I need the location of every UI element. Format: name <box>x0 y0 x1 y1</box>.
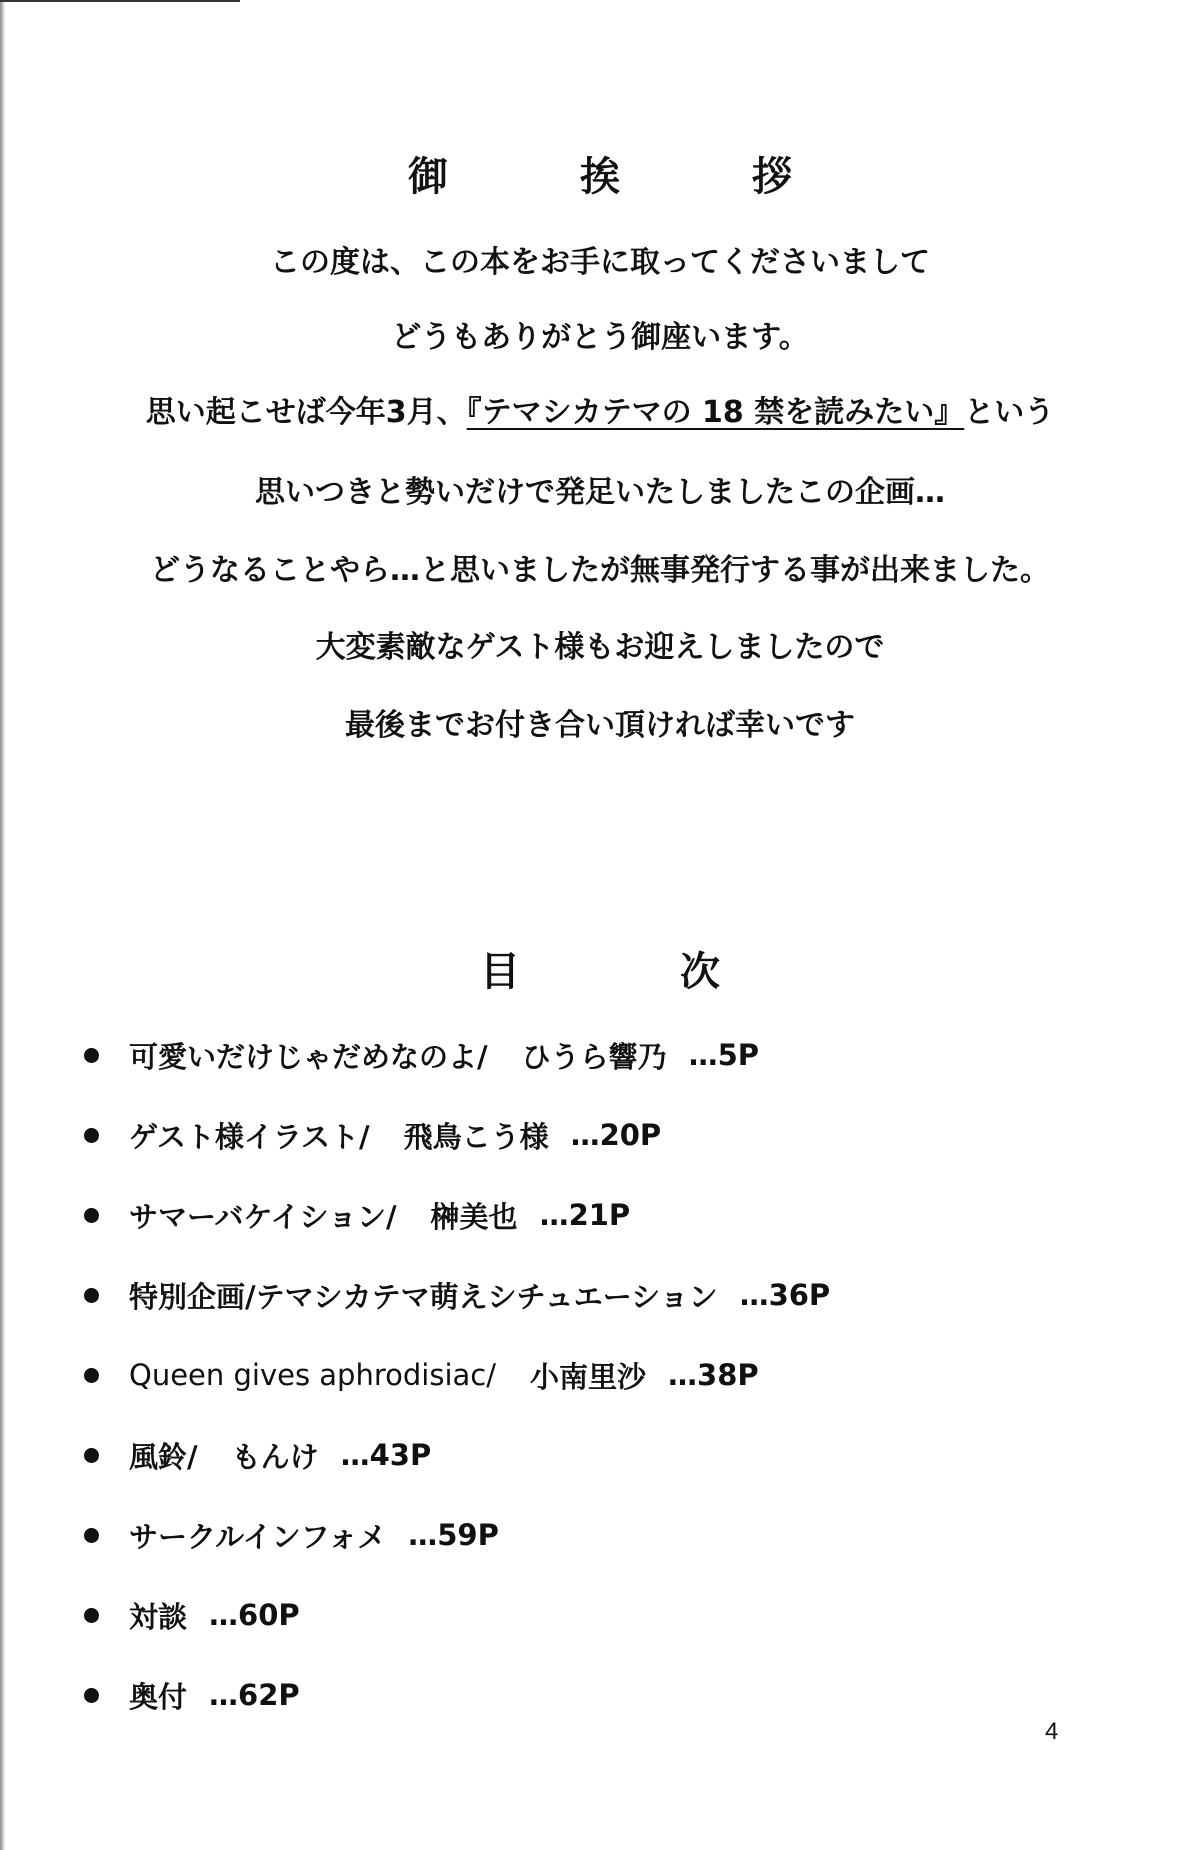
bullet-icon <box>84 1528 99 1543</box>
bullet-icon <box>84 1048 99 1063</box>
bullet-icon <box>84 1448 99 1463</box>
greeting-line-3-before: 思い起こせば今年3月、 <box>145 395 467 430</box>
toc-list <box>84 1015 1084 1735</box>
greeting-line-5: どうなることやら…と思いましたが無事発行する事が出来ました。 <box>150 553 1050 588</box>
toc-item <box>84 1015 1084 1095</box>
toc-item-title: サークルインフォメ <box>129 1519 387 1554</box>
toc-item-title: 風鈴/ <box>129 1439 198 1474</box>
toc-heading: 目 次 <box>480 949 780 995</box>
toc-item <box>84 1095 1084 1175</box>
toc-item-author: もんけ <box>231 1439 319 1474</box>
toc-item-author: 小南里沙 <box>530 1359 647 1394</box>
bullet-icon <box>84 1368 99 1383</box>
greeting-line-7: 最後までお付き合い頂ければ幸いです <box>345 708 855 743</box>
toc-item-title: Queen gives aphrodisiac/ <box>129 1358 496 1392</box>
bullet-icon <box>84 1128 99 1143</box>
greeting-line-3 <box>0 387 1200 431</box>
bullet-icon <box>84 1688 99 1703</box>
toc-item <box>84 1415 1084 1495</box>
greeting-line-4: 思いつきと勢いだけで発足いたしましたこの企画… <box>255 475 945 510</box>
toc-item-page: …59P <box>408 1518 499 1552</box>
toc-item-page: …5P <box>688 1038 760 1072</box>
toc-item-title: 対談 <box>129 1599 188 1634</box>
toc-item-title: 奥付 <box>129 1679 188 1714</box>
toc-item <box>84 1335 1084 1415</box>
greeting-line-1: この度は、この本をお手に取ってくださいまして <box>270 245 930 280</box>
toc-item-page: …62P <box>209 1678 300 1712</box>
toc-item-title: 可愛いだけじゃだめなのよ/ <box>129 1039 488 1074</box>
toc-item <box>84 1575 1084 1655</box>
bullet-icon <box>84 1208 99 1223</box>
toc-item <box>84 1175 1084 1255</box>
bullet-icon <box>84 1288 99 1303</box>
toc-item-author: ひうら響乃 <box>521 1039 667 1074</box>
page-number: 4 <box>1045 1718 1059 1745</box>
toc-item-author: 飛鳥こう様 <box>403 1119 549 1154</box>
bullet-icon <box>84 1608 99 1623</box>
toc-item-title: 特別企画/テマシカテマ萌えシチュエーション <box>129 1279 718 1314</box>
greeting-line-3-after: という <box>964 395 1055 430</box>
greeting-heading: 御 挨 拶 <box>408 154 838 200</box>
toc-item <box>84 1655 1084 1735</box>
greeting-line-3-quote: 『テマシカテマの 18 禁を読みたい』 <box>466 395 965 430</box>
toc-item <box>84 1255 1084 1335</box>
toc-item-page: …38P <box>668 1358 759 1392</box>
toc-item-page: …20P <box>570 1118 662 1152</box>
greeting-line-6: 大変素敵なゲスト様もお迎えしましたので <box>315 630 885 665</box>
toc-item-title: サマーバケイション/ <box>129 1199 397 1234</box>
toc-item <box>84 1495 1084 1575</box>
toc-item-title: ゲスト様イラスト/ <box>129 1119 370 1154</box>
toc-item-page: …60P <box>209 1598 300 1632</box>
top-edge-mark <box>0 0 240 2</box>
toc-item-page: …43P <box>340 1438 432 1472</box>
toc-item-page: …21P <box>539 1198 631 1232</box>
greeting-line-2: どうもありがとう御座います。 <box>391 320 809 355</box>
toc-item-author: 榊美也 <box>430 1199 518 1234</box>
toc-item-page: …36P <box>739 1278 831 1312</box>
